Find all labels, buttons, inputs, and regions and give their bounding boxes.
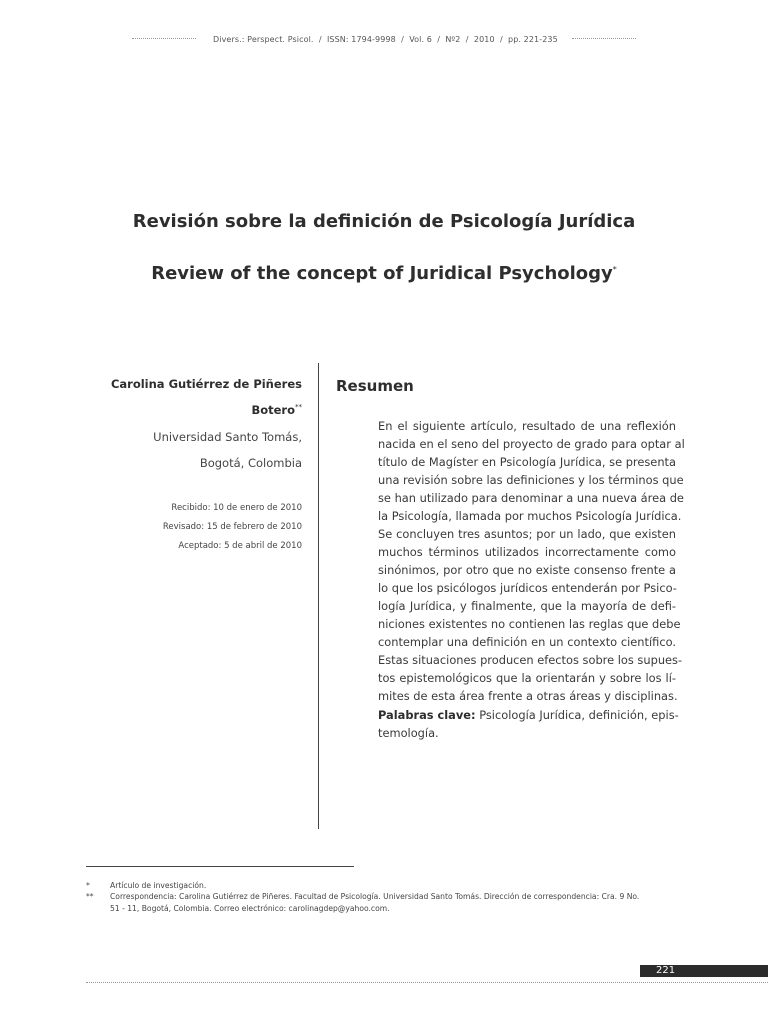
abstract-line: lo que los psicólogos jurídicos entenderán por Psico- (378, 581, 677, 595)
abstract-line: tos epistemológicos que la orientarán y sobre los lí- (378, 671, 676, 685)
column-divider (318, 363, 319, 829)
abstract-line: Estas situaciones producen efectos sobre los supues- (378, 653, 683, 667)
keywords-line1: Palabras clave: Psicología Jurídica, definición, epis- (378, 708, 679, 722)
keywords-line2: temología. (378, 726, 439, 740)
footnote-2-mark: ** (86, 892, 94, 901)
date-revised: Revisado: 15 de febrero de 2010 (162, 522, 302, 532)
author-name-line1: Carolina Gutiérrez de Piñeres (110, 377, 302, 391)
journal-issn: ISSN: 1794-9998 (326, 35, 396, 44)
footer-dots (86, 982, 768, 983)
author-footnote-mark: ** (295, 403, 302, 412)
abstract-line: se han utilizado para denominar a una nueva área de (378, 491, 684, 505)
journal-number: Nº2 (445, 35, 461, 44)
author-name-line2: Botero** (251, 403, 302, 417)
journal-header: Divers.: Perspect. Psicol. / ISSN: 1794-9998 / Vol. 6 / Nº2 / 2010 / pp. 221-235 (213, 35, 558, 44)
date-received: Recibido: 10 de enero de 2010 (171, 503, 302, 513)
title-english: Review of the concept of Juridical Psychology* (151, 263, 617, 284)
abstract-line: contemplar una definición en un contexto científico. (378, 635, 676, 649)
abstract-line: logía Jurídica, y finalmente, que la mayoría de defi- (378, 599, 676, 613)
keywords-label: Palabras clave: (378, 708, 476, 722)
abstract-heading: Resumen (336, 377, 414, 395)
author-affiliation: Universidad Santo Tomás, (153, 430, 302, 444)
header-dots-right (572, 38, 636, 39)
journal-name: Divers.: Perspect. Psicol. (213, 35, 314, 44)
abstract-line: En el siguiente artículo, resultado de una reflexión (378, 419, 676, 433)
abstract-line: nacida en el seno del proyecto de grado para optar al (378, 437, 685, 451)
page-number: 221 (656, 965, 676, 976)
journal-pages: pp. 221-235 (508, 35, 558, 44)
footnote-rule (86, 866, 354, 867)
abstract-line: niciones existentes no contienen las reglas que debe (378, 617, 681, 631)
abstract-line: una revisión sobre las definiciones y los términos que (378, 473, 684, 487)
journal-volume: Vol. 6 (409, 35, 432, 44)
footnote-2-text: Correspondencia: Carolina Gutiérrez de Piñeres. Facultad de Psicología. Universidad Santo Tomás. Dirección de correspondencia: Cra. 9 No. 51 - 11, Bogotá, Colombia. Correo electrónico: carolinagdep@yahoo.com. (110, 892, 640, 913)
keywords (378, 706, 679, 742)
title-spanish: Revisión sobre la definición de Psicología Jurídica (132, 211, 636, 232)
date-accepted: Aceptado: 5 de abril de 2010 (178, 541, 302, 551)
journal-year: 2010 (473, 35, 495, 44)
abstract-line: la Psicología, llamada por muchos Psicología Jurídica. (378, 509, 682, 523)
header-dots-left (132, 38, 196, 39)
author-location: Bogotá, Colombia (199, 456, 302, 470)
abstract-line: sinónimos, por otro que no existe consenso frente a (378, 563, 676, 577)
abstract-line: Se concluyen tres asuntos; por un lado, que existen (378, 527, 676, 541)
title-footnote-mark: * (612, 265, 617, 274)
footnote-1-text: Artículo de investigación. (110, 881, 207, 890)
abstract-line: muchos términos utilizados incorrectamente como (378, 545, 676, 559)
footnote-1-mark: * (86, 881, 90, 890)
abstract-line: mites de esta área frente a otras áreas y disciplinas. (378, 689, 678, 703)
abstract-line: título de Magíster en Psicología Jurídica, se presenta (378, 455, 676, 469)
abstract-body (378, 417, 685, 705)
